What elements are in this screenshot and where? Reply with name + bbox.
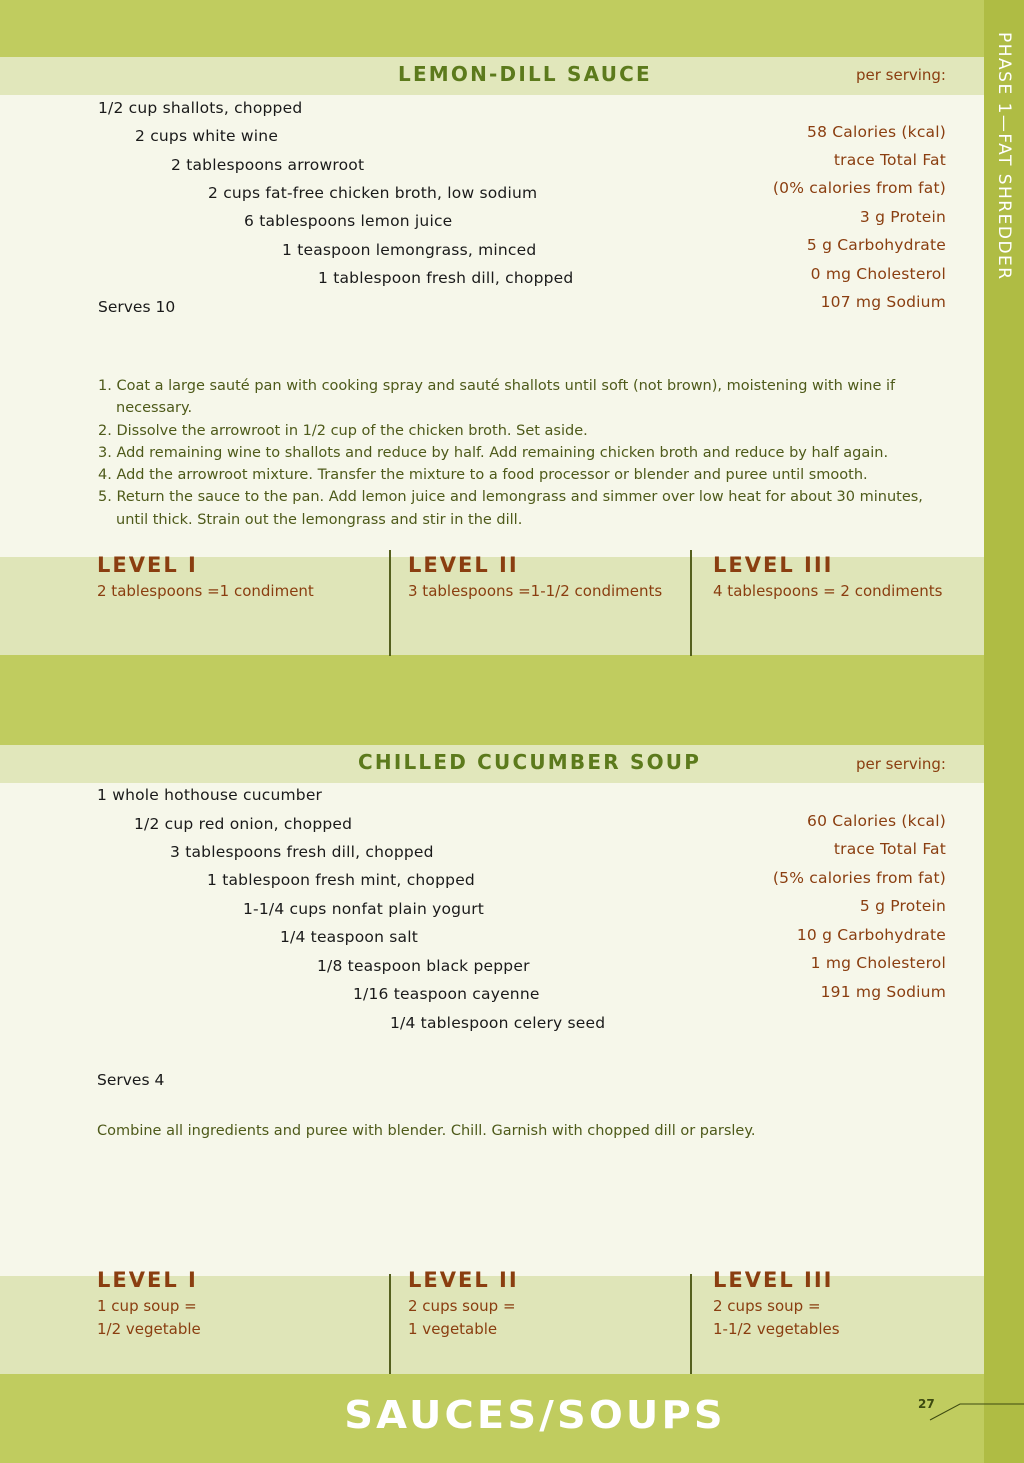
nutrition-fat-percent: (5% calories from fat) [772,869,946,887]
level-3-title: LEVEL III [713,553,834,577]
nutrition-calories: 60 Calories (kcal) [807,812,946,830]
nutrition-cholesterol: 1 mg Cholesterol [810,954,946,972]
level-2-portion: 3 tablespoons =1-1/2 condiments [408,582,663,600]
level-1-portion: 2 tablespoons =1 condiment [97,582,314,600]
nutrition-sodium: 191 mg Sodium [820,983,946,1001]
page-number: 27 [918,1397,935,1411]
nutrition-carbohydrate: 10 g Carbohydrate [796,926,946,944]
ingredient: 2 cups fat-free chicken broth, low sodium [208,184,538,202]
nutrition-cholesterol: 0 mg Cholesterol [810,265,946,283]
serves-count: Serves 10 [98,298,176,316]
nutrition-fat: trace Total Fat [833,840,946,858]
ingredient: 2 tablespoons arrowroot [171,156,365,174]
instruction-step: 3. Add remaining wine to shallots and reduce by half. Add remaining chicken broth and reduce by half again. [98,444,889,461]
level-3-portion: 4 tablespoons = 2 condiments [713,582,943,600]
level-3-portion: 1-1/2 vegetables [713,1320,840,1338]
serves-count: Serves 4 [97,1071,165,1089]
ingredient: 3 tablespoons fresh dill, chopped [170,843,434,861]
per-serving-label: per serving: [855,755,946,773]
nutrition-sodium: 107 mg Sodium [820,293,946,311]
method-text: Combine all ingredients and puree with blender. Chill. Garnish with chopped dill or parsley. [97,1123,756,1139]
level-divider [389,550,391,656]
instruction-step: 5. Return the sauce to the pan. Add lemon juice and lemongrass and simmer over low heat for about 30 minutes, until thick. Strain out the lemongrass and stir in the dill. [98,489,923,528]
level-1-title: LEVEL I [97,553,198,577]
level-2-title: LEVEL II [408,1268,519,1292]
nutrition-protein: 5 g Protein [859,897,946,915]
phase-label: PHASE 1—FAT SHREDDER [994,32,1014,281]
instruction-steps [98,375,948,531]
level-2-title: LEVEL II [408,553,519,577]
recipe-title: CHILLED CUCUMBER SOUP [358,750,702,774]
ingredient: 1 teaspoon lemongrass, minced [282,241,537,259]
ingredient: 1-1/4 cups nonfat plain yogurt [243,900,485,918]
level-divider [690,1274,692,1374]
section-title: SAUCES/SOUPS [344,1393,726,1437]
ingredient: 1/8 teaspoon black pepper [317,957,530,975]
level-3-portion: 2 cups soup = [713,1297,821,1315]
nutrition-carbohydrate: 5 g Carbohydrate [806,236,946,254]
ingredient: 1/2 cup shallots, chopped [98,99,303,117]
nutrition-protein: 3 g Protein [859,208,946,226]
nutrition-fat-percent: (0% calories from fat) [772,179,946,197]
ingredient: 1/2 cup red onion, chopped [134,815,353,833]
recipe-title: LEMON-DILL SAUCE [398,62,652,86]
level-2-portion: 2 cups soup = [408,1297,516,1315]
instruction-step: 2. Dissolve the arrowroot in 1/2 cup of the chicken broth. Set aside. [98,422,588,439]
level-2-portion: 1 vegetable [408,1320,498,1338]
instruction-step: 4. Add the arrowroot mixture. Transfer the mixture to a food processor or blender and puree until smooth. [98,467,868,484]
level-3-title: LEVEL III [713,1268,834,1292]
nutrition-calories: 58 Calories (kcal) [807,123,946,141]
level-divider [389,1274,391,1374]
per-serving-label: per serving: [855,66,946,84]
ingredient: 1 tablespoon fresh mint, chopped [207,871,475,889]
nutrition-fat: trace Total Fat [833,151,946,169]
ingredient: 1 tablespoon fresh dill, chopped [318,269,574,287]
level-divider [690,550,692,656]
level-1-portion: 1/2 vegetable [97,1320,201,1338]
ingredient: 1/16 teaspoon cayenne [353,985,540,1003]
ingredient: 6 tablespoons lemon juice [244,212,453,230]
ingredient: 1/4 tablespoon celery seed [390,1014,606,1032]
instruction-step: 1. Coat a large sauté pan with cooking spray and sauté shallots until soft (not brown), moistening with wine if necessary. [98,378,896,417]
ingredient: 1 whole hothouse cucumber [97,786,323,804]
level-1-title: LEVEL I [97,1268,198,1292]
ingredient: 1/4 teaspoon salt [280,928,418,946]
page-number-line [928,1400,1024,1424]
ingredient: 2 cups white wine [135,127,279,145]
level-1-portion: 1 cup soup = [97,1297,197,1315]
